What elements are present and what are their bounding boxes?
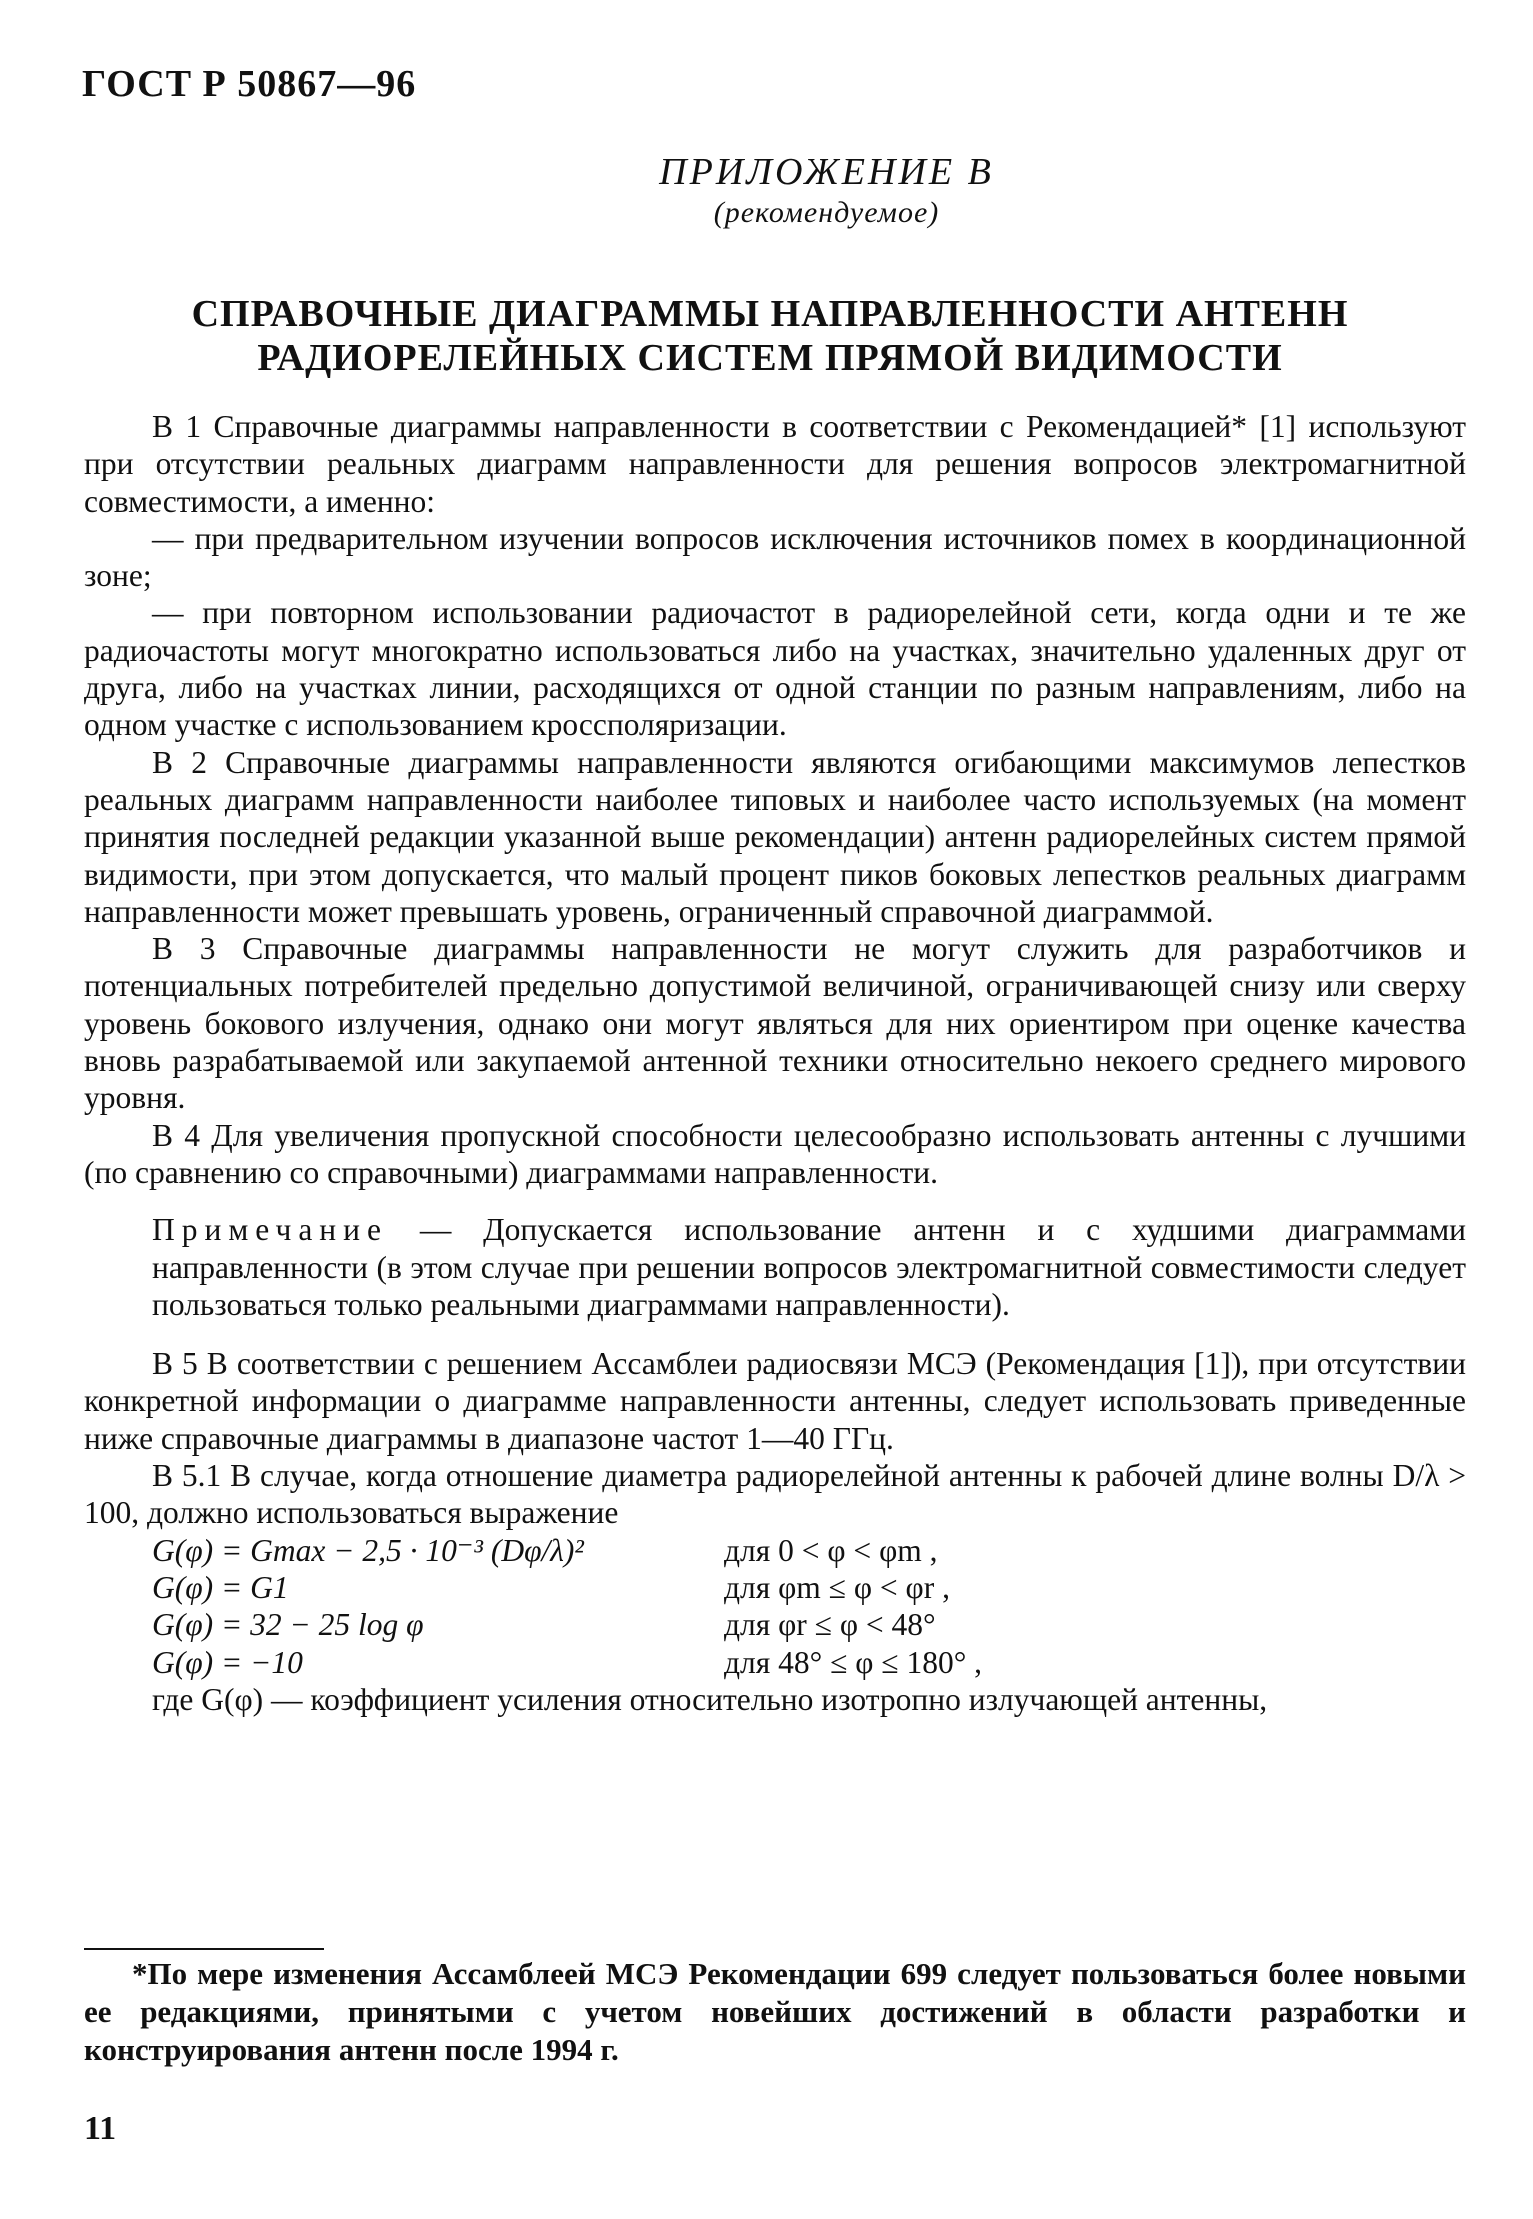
- formula-block: [84, 1532, 1466, 1681]
- paragraph-b3: В 3 Справочные диаграммы направленности не могут служить для разработчиков и потенциальных потребителей предельно допустимой величиной, ограничивающей снизу или сверху уровень бокового излучения, однако они могут являться для них ориентиром при оценке качества вновь разрабатываемой или закупаемой антенной техники относительно некоего среднего мирового уровня.: [84, 931, 1466, 1116]
- paragraph-b5: В 5 В соответствии с решением Ассамблеи радиосвязи МСЭ (Рекомендация [1]), при отсутствии конкретной информации о диаграмме направленности антенны, следует использовать приведенные ниже справочные диаграммы в диапазоне частот 1—40 ГГц.: [84, 1346, 1466, 1456]
- section-title: [150, 292, 1390, 380]
- paragraph-b2: В 2 Справочные диаграммы направленности являются огибающими максимумов лепестков реальных диаграмм направленности наиболее типовых и наиболее часто используемых (на момент принятия последней редакции указанной выше рекомендации) антенн радиорелейных систем прямой видимости, при этом допускается, что малый процент пиков боковых лепестков реальных диаграмм направленности может превышать уровень, ограниченный справочной диаграммой.: [84, 744, 1466, 929]
- body-text: [84, 408, 1466, 1718]
- note-text: — Допускается использование антенн и с худшими диаграммами направленности (в этом случае при решении вопросов электромагнитной совместимости следует пользоваться только реальными диаграммами направленности).: [152, 1212, 1466, 1322]
- paragraph-b5-1: В 5.1 В случае, когда отношение диаметра радиорелейной антенны к рабочей длине волны D/λ > 100, должно использоваться выражение: [84, 1458, 1466, 1531]
- page-number: 11: [84, 2110, 117, 2147]
- where-line: где G(φ) — коэффициент усиления относительно изотропно излучающей антенны,: [152, 1681, 1268, 1717]
- appendix-title: ПРИЛОЖЕНИЕ В: [659, 151, 994, 193]
- section-title-line-2: РАДИОРЕЛЕЙНЫХ СИСТЕМ ПРЯМОЙ ВИДИМОСТИ: [257, 337, 1283, 379]
- formula-condition: для φm ≤ φ < φr ,: [724, 1569, 950, 1605]
- formula-expression: G(φ) = Gmax − 2,5 · 10⁻³ (Dφ/λ)²: [152, 1532, 584, 1568]
- standard-code-header: ГОСТ Р 50867—96: [82, 63, 417, 105]
- paragraph-b1: В 1 Справочные диаграммы направленности в соответствии с Рекомендацией* [1] используют при отсутствии реальных диаграмм направленности для решения вопросов электромагнитной совместимости, а именно:: [84, 409, 1466, 519]
- section-title-line-1: СПРАВОЧНЫЕ ДИАГРАММЫ НАПРАВЛЕННОСТИ АНТЕНН: [191, 293, 1349, 335]
- footnote: *По мере изменения Ассамблеей МСЭ Рекомендации 699 следует пользоваться более новыми ее редакциями, принятыми с учетом новейших достижений в области разработки и конструирования антенн после 1994 г.: [84, 1956, 1466, 2067]
- paragraph-b1-item-1: — при предварительном изучении вопросов исключения источников помех в координационной зоне;: [84, 520, 1466, 594]
- formula-expression: G(φ) = 32 − 25 log φ: [152, 1607, 424, 1643]
- paragraph-b1-item-2: — при повторном использовании радиочастот в радиорелейной сети, когда одни и те же радиочастоты могут многократно использоваться либо на участках, значительно удаленных друг от друга, либо на участках линии, расходящихся от одной станции по разным направлениям, либо на одном участке с использованием кроссполяризации.: [84, 595, 1466, 743]
- formula-row: [84, 1644, 1466, 1681]
- formula-row: [84, 1569, 1466, 1606]
- note-label: Примечание: [152, 1212, 389, 1248]
- formula-condition: для 0 < φ < φm ,: [724, 1532, 938, 1568]
- paragraph-b4: В 4 Для увеличения пропускной способности целесообразно использовать антенны с лучшими (по сравнению со справочными) диаграммами направленности.: [84, 1117, 1466, 1190]
- note: [152, 1211, 1466, 1323]
- formula-condition: для φr ≤ φ < 48°: [724, 1607, 936, 1643]
- appendix-status: (рекомендуемое): [713, 196, 940, 229]
- formula-row: [84, 1532, 1466, 1569]
- formula-condition: для 48° ≤ φ ≤ 180° ,: [724, 1644, 983, 1680]
- formula-expression: G(φ) = G1: [152, 1569, 289, 1605]
- footnote-divider: [84, 1948, 324, 1950]
- formula-expression: G(φ) = −10: [152, 1644, 303, 1680]
- formula-row: [84, 1606, 1466, 1643]
